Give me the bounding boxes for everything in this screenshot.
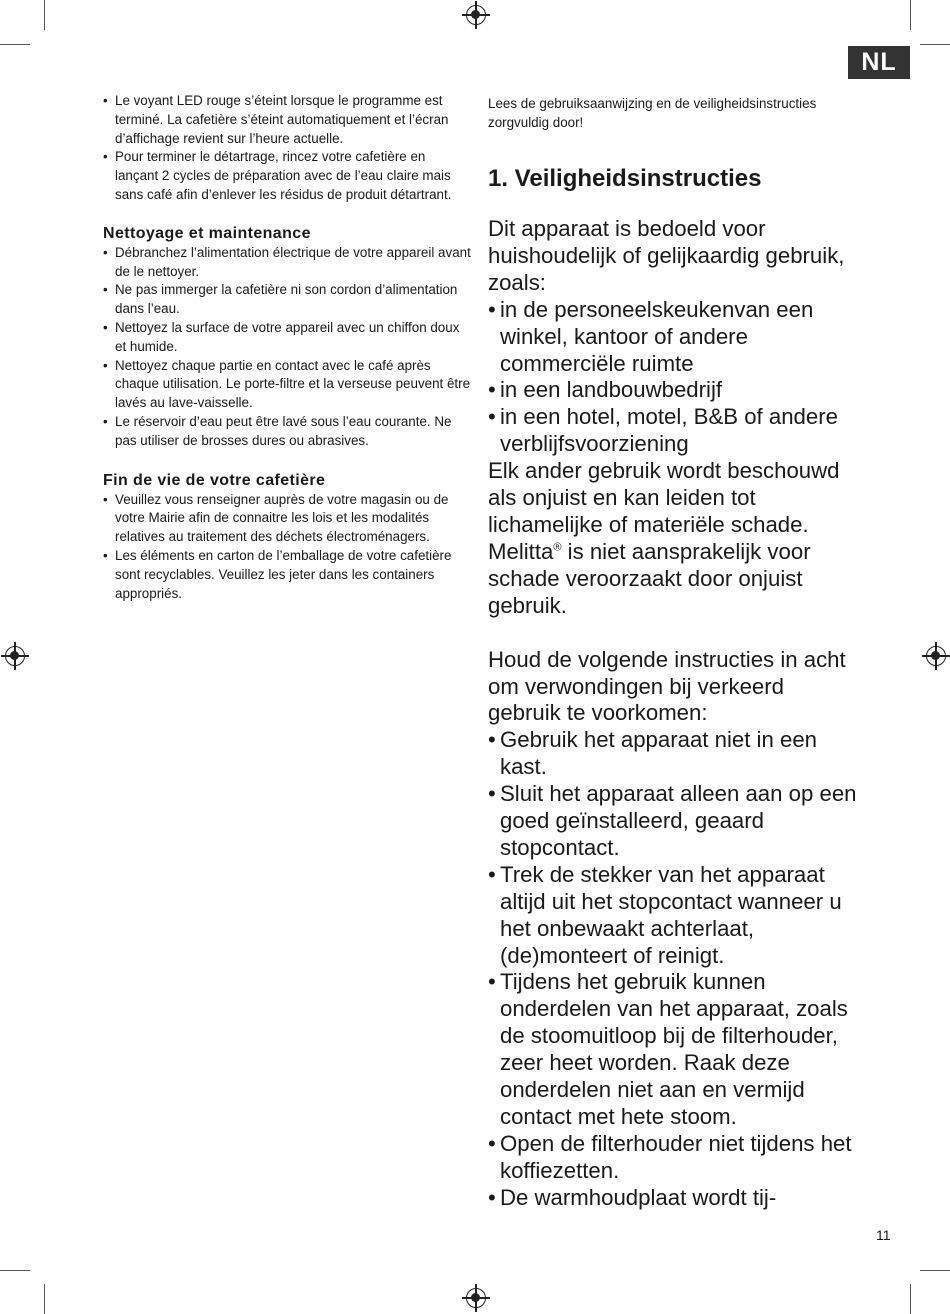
registration-mark-icon: [466, 1288, 486, 1308]
list-item: • Le réservoir d’eau peut être lavé sous l’eau courante. Ne pas utiliser de brosses dures ou abrasives.: [103, 413, 471, 451]
cleaning-heading: Nettoyage et maintenance: [103, 224, 311, 242]
end-of-life-list: [103, 491, 471, 604]
registration-mark-icon: [466, 5, 486, 25]
language-tab: NL: [848, 46, 910, 79]
list-item: • Pour terminer le détartrage, rincez votre cafetière en lançant 2 cycles de préparation avec de l’eau claire mais sans café afin d’enlever les résidus de produit détartrant.: [103, 148, 471, 204]
end-of-life-heading: Fin de vie de votre cafetière: [103, 471, 326, 489]
registered-mark: ®: [553, 541, 562, 554]
crop-mark: [910, 1284, 911, 1314]
list-item: • in een landbouwbedrijf: [488, 377, 860, 404]
list-item: • in een hotel, motel, B&B of andere verblijfsvoorziening: [488, 404, 860, 458]
list-item: • Veuillez vous renseigner auprès de votre magasin ou de votre Mairie afin de connaitre les lois et les modalités relatives au traitement des déchets électroménagers.: [103, 491, 471, 547]
list-item: • Gebruik het apparaat niet in een kast.: [488, 727, 860, 781]
misuse-paragraph: [488, 458, 860, 619]
misuse-text-end: is niet aansprakelijk voor schade veroorzaakt door onjuist gebruik.: [488, 538, 811, 618]
list-item: • De warmhoudplaat wordt tij-: [488, 1185, 860, 1212]
cleaning-list: [103, 244, 471, 451]
list-item: • Open de filterhouder niet tijdens het koffiezetten.: [488, 1131, 860, 1185]
safety-intro: Houd de volgende instructies in acht om verwondingen bij verkeerd gebruik te voorkomen:: [488, 646, 846, 726]
crop-mark: [910, 0, 911, 30]
list-item: • Tijdens het gebruik kunnen onderdelen van het apparaat, zoals de stoomuitloop bij de filterhouder, zeer heet worden. Raak deze onderdelen niet aan en vermijd contact met hete stoom.: [488, 969, 860, 1130]
safety-heading: 1. Veiligheidsinstructies: [488, 165, 762, 192]
list-item: • Trek de stekker van het apparaat altijd uit het stopcontact wanneer u het onbewaakt achterlaat, (de)monteert of reinigt.: [488, 862, 860, 970]
safety-list: [488, 727, 860, 1211]
french-column: [103, 92, 471, 603]
list-item: • Ne pas immerger la cafetière ni son cordon d’alimentation dans l’eau.: [103, 281, 471, 319]
usage-intro: Dit apparaat is bedoeld voor huishoudelijk of gelijkaardig gebruik, zoals:: [488, 216, 845, 295]
page-number: 11: [876, 1227, 891, 1243]
usage-list: [488, 297, 860, 458]
misuse-text: Elk ander gebruik wordt beschouwd als onjuist en kan leiden tot lichamelijke of materiële schade. Melitta: [488, 458, 840, 564]
crop-mark: [44, 0, 45, 30]
list-item: • Les éléments en carton de l’emballage de votre cafetière sont recyclables. Veuillez les jeter dans les containers appropriés.: [103, 547, 471, 603]
list-item: • Le voyant LED rouge s’éteint lorsque le programme est terminé. La cafetière s’éteint automatiquement et l’écran d’affichage revient sur l’heure actuelle.: [103, 92, 471, 148]
read-instructions-note: Lees de gebruiksaanwijzing en de veiligheidsinstructies zorgvuldig door!: [488, 96, 817, 130]
crop-mark: [0, 44, 30, 45]
descaling-list: [103, 92, 471, 205]
list-item: • Nettoyez chaque partie en contact avec le café après chaque utilisation. Le porte-filtre et la verseuse peuvent être lavés au lave-vaisselle.: [103, 357, 471, 413]
list-item: • Sluit het apparaat alleen aan op een goed geïnstalleerd, geaard stopcontact.: [488, 781, 860, 862]
crop-mark: [920, 1270, 950, 1271]
dutch-column: [488, 94, 860, 1212]
list-item: • Nettoyez la surface de votre appareil avec un chiffon doux et humide.: [103, 319, 471, 357]
registration-mark-icon: [926, 646, 946, 666]
registration-mark-icon: [5, 646, 25, 666]
crop-mark: [0, 1270, 30, 1271]
list-item: • Débranchez l’alimentation électrique de votre appareil avant de le nettoyer.: [103, 244, 471, 282]
crop-mark: [44, 1284, 45, 1314]
crop-mark: [920, 44, 950, 45]
list-item: • in de personeelskeukenvan een winkel, kantoor of andere commerciële ruimte: [488, 297, 860, 378]
